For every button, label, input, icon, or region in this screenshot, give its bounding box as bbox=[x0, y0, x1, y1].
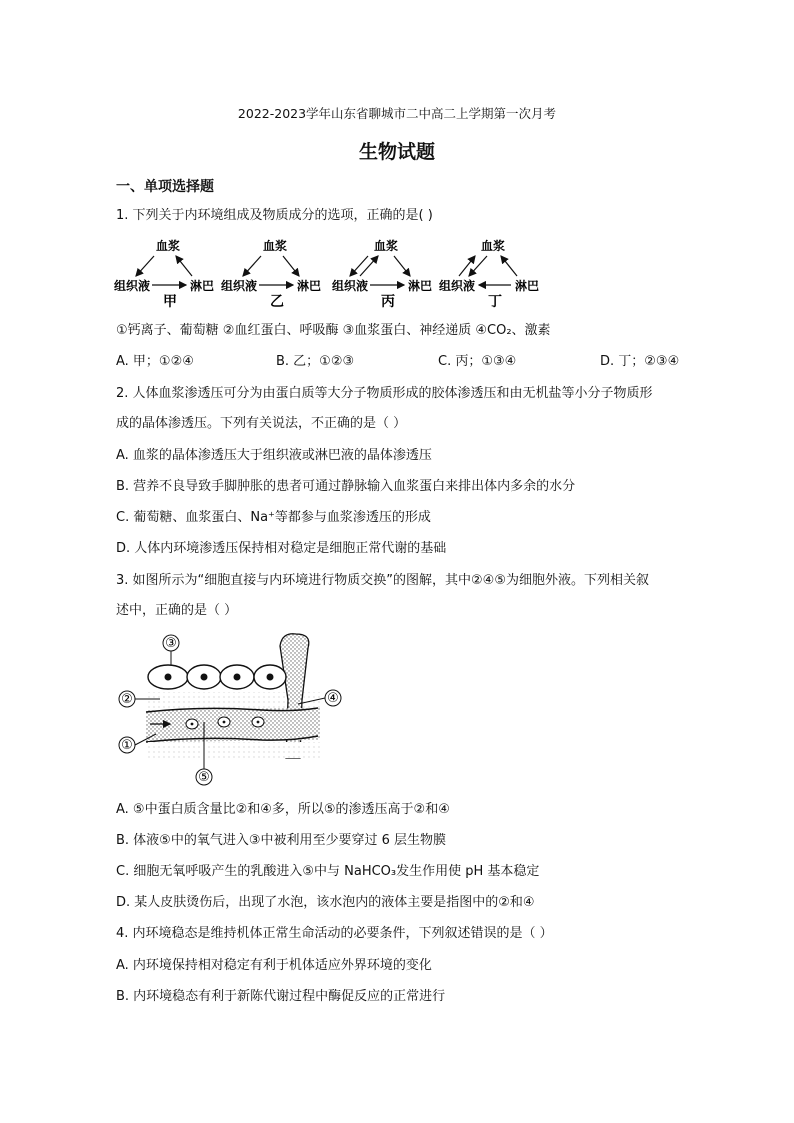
label-text: ② bbox=[121, 692, 133, 707]
panel-jia bbox=[114, 238, 214, 310]
cell-nucleus bbox=[191, 723, 194, 726]
arrow bbox=[501, 256, 517, 276]
cell-nucleus bbox=[165, 674, 172, 681]
label-3 bbox=[163, 635, 179, 665]
q2-option-c: C. 葡萄糖、血浆蛋白、Na⁺等都参与血浆渗透压的形成 bbox=[116, 510, 431, 525]
cell-nucleus bbox=[257, 721, 260, 724]
label-text: ④ bbox=[327, 691, 339, 706]
q1-option-b: B. 乙；①②③ bbox=[276, 354, 355, 369]
label-text: ③ bbox=[165, 636, 177, 651]
cell-nucleus bbox=[201, 674, 208, 681]
q2-option-d: D. 人体内环境渗透压保持相对稳定是细胞正常代谢的基础 bbox=[116, 541, 447, 556]
q1-option-c: C. 丙；①③④ bbox=[438, 354, 517, 369]
q3-figure bbox=[112, 630, 362, 790]
cell-nucleus bbox=[223, 721, 226, 724]
exam-subtitle: 2022-2023学年山东省聊城市二中高二上学期第一次月考 bbox=[237, 106, 557, 121]
label-text: ① bbox=[121, 738, 133, 753]
blood-capillary bbox=[146, 708, 320, 742]
lymph-label: 淋巴 bbox=[297, 279, 322, 293]
q4-option-a: A. 内环境保持相对稳定有利于机体适应外界环境的变化 bbox=[116, 958, 432, 973]
q2-option-a: A. 血浆的晶体渗透压大于组织液或淋巴液的晶体渗透压 bbox=[116, 448, 432, 463]
panel-ding bbox=[439, 238, 539, 310]
q3-option-d: D. 某人皮肤烫伤后，出现了水泡，该水泡内的液体主要是指图中的②和④ bbox=[116, 895, 535, 910]
q1-diagram bbox=[110, 234, 550, 312]
panel-yi bbox=[221, 238, 321, 310]
arrow bbox=[136, 256, 154, 276]
arrow bbox=[283, 256, 299, 276]
q2-stem-line2: 成的晶体渗透压。下列有关说法，不正确的是（ ） bbox=[116, 416, 407, 431]
arrow bbox=[350, 256, 368, 276]
q3-option-a: A. ⑤中蛋白质含量比②和④多，所以⑤的渗透压高于②和④ bbox=[116, 802, 450, 817]
q2-option-b: B. 营养不良导致手脚肿胀的患者可通过静脉输入血浆蛋白来排出体内多余的水分 bbox=[116, 479, 576, 494]
q3-option-b: B. 体液⑤中的氧气进入③中被利用至少要穿过 6 层生物膜 bbox=[116, 833, 447, 848]
panel-label: 丙 bbox=[381, 294, 395, 310]
lymph-label: 淋巴 bbox=[515, 279, 540, 293]
cell-nucleus bbox=[234, 674, 241, 681]
panel-label: 乙 bbox=[270, 294, 284, 310]
q2-stem-line1: 2. 人体血浆渗透压可分为由蛋白质等大分子物质形成的胶体渗透压和由无机盐等小分子物质形 bbox=[116, 386, 653, 401]
arrow bbox=[243, 256, 261, 276]
arrow bbox=[394, 256, 410, 276]
q4-option-b: B. 内环境稳态有利于新陈代谢过程中酶促反应的正常进行 bbox=[116, 989, 446, 1004]
tissue-label: 组织液 bbox=[221, 279, 258, 293]
tissue-cells bbox=[148, 665, 286, 689]
q3-option-c: C. 细胞无氧呼吸产生的乳酸进入⑤中与 NaHCO₃发生作用使 pH 基本稳定 bbox=[116, 864, 540, 879]
section-heading: 一、单项选择题 bbox=[116, 179, 214, 195]
q1-option-a: A. 甲；①②④ bbox=[116, 354, 194, 369]
arrow bbox=[176, 256, 192, 276]
q1-option-d: D. 丁；②③④ bbox=[600, 354, 680, 369]
panel-label: 丁 bbox=[488, 294, 502, 310]
cell-nucleus bbox=[267, 674, 274, 681]
q3-stem-line2: 述中，正确的是（ ） bbox=[116, 603, 238, 618]
tissue-label: 组织液 bbox=[114, 279, 151, 293]
lower-tissue-region bbox=[148, 742, 320, 758]
q1-stem: 1. 下列关于内环境组成及物质成分的选项，正确的是( ) bbox=[116, 208, 433, 223]
q3-stem-line1: 3. 如图所示为“细胞直接与内环境进行物质交换”的图解，其中②④⑤为细胞外液。下列相关叙 bbox=[116, 573, 649, 588]
plasma-label: 血浆 bbox=[156, 239, 181, 253]
q4-stem: 4. 内环境稳态是维持机体正常生命活动的必要条件，下列叙述错误的是（ ） bbox=[116, 926, 553, 941]
q1-items: ①钙离子、葡萄糖 ②血红蛋白、呼吸酶 ③血浆蛋白、神经递质 ④CO₂、激素 bbox=[116, 323, 551, 338]
plasma-label: 血浆 bbox=[374, 239, 399, 253]
label-text: ⑤ bbox=[198, 770, 210, 785]
panel-label: 甲 bbox=[163, 294, 177, 310]
lymph-label: 淋巴 bbox=[408, 279, 433, 293]
panel-bing bbox=[332, 238, 432, 310]
arrow bbox=[360, 256, 378, 276]
tissue-label: 组织液 bbox=[439, 279, 476, 293]
arrow bbox=[459, 256, 475, 276]
exam-title: 生物试题 bbox=[358, 141, 435, 163]
tissue-label: 组织液 bbox=[332, 279, 369, 293]
arrow bbox=[469, 256, 487, 276]
lymph-label: 淋巴 bbox=[190, 279, 215, 293]
plasma-label: 血浆 bbox=[481, 239, 506, 253]
plasma-label: 血浆 bbox=[263, 239, 288, 253]
